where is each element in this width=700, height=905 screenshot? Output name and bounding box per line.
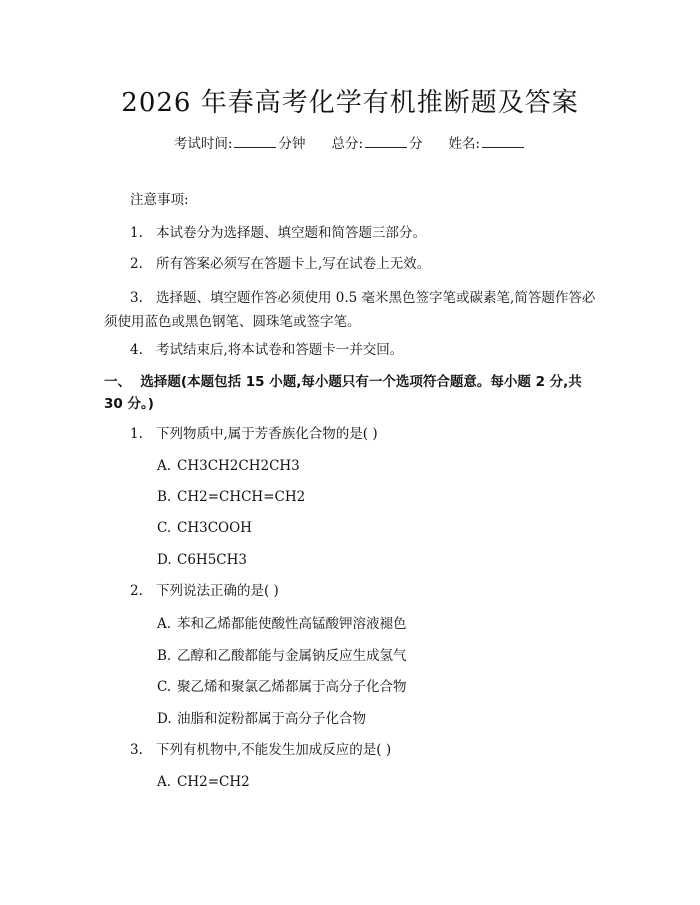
option-text: CH2=CHCH=CH2 bbox=[177, 489, 306, 505]
option-text: 聚乙烯和聚氯乙烯都属于高分子化合物 bbox=[177, 679, 407, 695]
option bbox=[157, 456, 300, 476]
total-score-field bbox=[331, 132, 422, 152]
option bbox=[157, 614, 407, 634]
option-text: CH2=CH2 bbox=[177, 774, 250, 790]
notice-item-text: 选择题、填空题作答必须使用 0.5 毫米黑色签字笔或碳素笔,简答题作答必须使用蓝色或黑色钢笔、圆珠笔或签字笔。 bbox=[104, 290, 596, 330]
section-text: 选择题(本题包括 15 小题,每小题只有一个选项符合题意。每小题 2 分,共 30 分。) bbox=[104, 374, 582, 412]
option-letter: B. bbox=[157, 489, 172, 505]
option bbox=[157, 709, 366, 729]
question-num: 2. bbox=[130, 583, 143, 599]
question-num: 1. bbox=[130, 426, 143, 442]
option-letter: D. bbox=[157, 552, 172, 568]
option-letter: C. bbox=[157, 520, 172, 536]
option bbox=[157, 646, 407, 666]
option-text: 油脂和淀粉都属于高分子化合物 bbox=[177, 711, 366, 727]
question-1 bbox=[130, 424, 378, 444]
notice-item bbox=[130, 223, 426, 243]
option bbox=[157, 550, 247, 570]
option-letter: A. bbox=[157, 774, 172, 790]
notice-item-text: 本试卷分为选择题、填空题和简答题三部分。 bbox=[156, 225, 426, 241]
option-text: 苯和乙烯都能使酸性高锰酸钾溶液褪色 bbox=[177, 616, 407, 632]
option-letter: A. bbox=[157, 458, 172, 474]
option-text: CH3COOH bbox=[177, 520, 252, 536]
question-3 bbox=[130, 740, 391, 760]
notice-item bbox=[104, 286, 604, 334]
notice-item bbox=[130, 340, 403, 360]
notice-heading: 注意事项: bbox=[130, 192, 189, 208]
time-label: 考试时间: bbox=[173, 136, 233, 152]
question-num: 3. bbox=[130, 742, 143, 758]
notice-item-num: 4. bbox=[130, 342, 143, 358]
notice-item-text: 考试结束后,将本试卷和答题卡一并交回。 bbox=[156, 342, 404, 358]
score-label: 总分: bbox=[331, 136, 364, 152]
question-2 bbox=[130, 581, 279, 601]
notice-item-num: 2. bbox=[130, 256, 143, 272]
exam-meta bbox=[0, 132, 700, 152]
notice-item-num: 1. bbox=[130, 225, 143, 241]
name-field bbox=[449, 132, 527, 152]
page-title: 2026 年春高考化学有机推断题及答案 bbox=[121, 88, 579, 118]
option-text: CH3CH2CH2CH3 bbox=[177, 458, 300, 474]
option-letter: A. bbox=[157, 616, 172, 632]
question-text: 下列物质中,属于芳香族化合物的是( ) bbox=[156, 426, 378, 442]
section-heading bbox=[104, 371, 604, 415]
notice-item-text: 所有答案必须写在答题卡上,写在试卷上无效。 bbox=[156, 256, 431, 272]
notice-item bbox=[130, 254, 430, 274]
option bbox=[157, 518, 252, 538]
score-blank bbox=[365, 135, 407, 148]
option bbox=[157, 677, 407, 697]
option bbox=[157, 487, 305, 507]
question-text: 下列说法正确的是( ) bbox=[156, 583, 279, 599]
name-label: 姓名: bbox=[448, 136, 481, 152]
name-blank bbox=[482, 135, 524, 148]
option-letter: D. bbox=[157, 711, 172, 727]
option bbox=[157, 772, 250, 792]
option-letter: C. bbox=[157, 679, 172, 695]
time-blank bbox=[234, 135, 276, 148]
section-label: 一、 bbox=[104, 374, 131, 390]
option-letter: B. bbox=[157, 648, 172, 664]
time-unit: 分钟 bbox=[278, 136, 306, 152]
option-text: C6H5CH3 bbox=[177, 552, 247, 568]
score-unit: 分 bbox=[409, 136, 423, 152]
option-text: 乙醇和乙酸都能与金属钠反应生成氢气 bbox=[177, 648, 407, 664]
exam-time-field bbox=[174, 132, 306, 152]
notice-item-num: 3. bbox=[130, 290, 143, 306]
question-text: 下列有机物中,不能发生加成反应的是( ) bbox=[156, 742, 392, 758]
